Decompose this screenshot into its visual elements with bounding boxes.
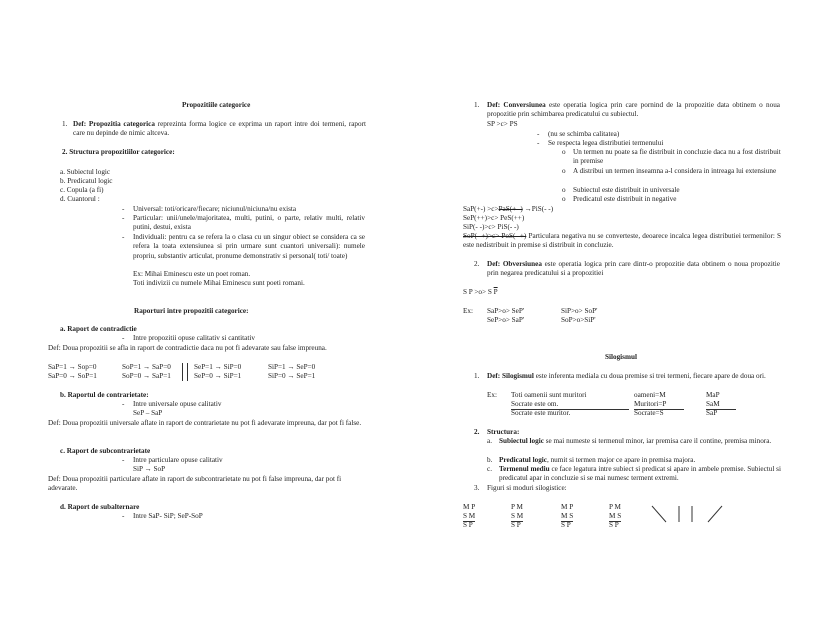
syllogism-premise: Socrate este om. [511, 400, 629, 410]
struct-predicate: Predicatul logic, numit si termen major ce apare in premisa majora. [499, 456, 696, 464]
def-number: 1. [474, 372, 480, 380]
def-number: 1. [62, 120, 68, 128]
divider [182, 363, 183, 381]
struct-item: c. Copula (a fi) [60, 186, 104, 194]
struct-item: d. Cuantorul : [60, 195, 100, 203]
figures-heading: Figuri si moduri silogistice: [487, 484, 567, 492]
example-label: Ex: [487, 391, 497, 399]
figure-premise: S M [463, 512, 476, 520]
def-syllogism: Def: Silogismul este inferenta mediala cu doua premise si trei termeni, fiecare apare de doua ori. [487, 372, 766, 380]
contradiction-note: Intre propozitii opuse calitativ si cantitativ [133, 334, 255, 342]
syllogism-term: Muritori=P [634, 400, 684, 410]
distribution-rule: Subiectul este distribuit in universale [573, 186, 680, 194]
figure-premise: P M [609, 503, 621, 511]
def-number: 3. [474, 484, 480, 492]
def-number: 1. [474, 101, 480, 109]
syllogism-conclusion: Socrate este muritor. [511, 409, 571, 417]
syllogism-term: oameni=M [634, 391, 666, 399]
conversion-example: SeP(++)>c> PeS(++) [463, 214, 525, 222]
syllogism-form: SaP [706, 409, 718, 417]
syllogism-form: MaP [706, 391, 720, 399]
def-obversion: Def: Obversiunea este operatia logica prin care dintr-o propozitie data obtinem o noua propozitie prin negarea predicatului si a propozitiei [487, 260, 780, 278]
quantifier-universal: Universal: toti/oricare/fiecare; niciunul/niciuna/nu exista [133, 205, 297, 213]
figure-conclusion: S P [561, 521, 571, 529]
truth-cell: SeP=1 → SiP=0 [194, 363, 242, 371]
subalternation-heading: d. Raport de subalternare [60, 503, 140, 511]
obversion-example: SeP>o> SaP' [487, 316, 525, 324]
struct-item: b. Predicatul logic [60, 177, 113, 185]
figure-premise: M S [561, 512, 574, 520]
conversion-exception: SoP(- +)>c> PoS(- +) Particulara negativa nu se converteste, deoarece incalca legea distributiei termenilor: S este nedistribuit in premise si distribuit in concluzie. [463, 232, 781, 250]
struct-letter: c. [487, 465, 492, 473]
obversion-example: SiP>o> SoP' [561, 307, 598, 315]
obversion-formula: S P >o> S $\overline{P}$ [463, 288, 498, 296]
subalternation-note: Intre SaP- SiP; SeP-SoP [133, 512, 203, 520]
truth-cell: SoP=1 → SaP=0 [122, 363, 171, 371]
truth-cell: SiP=1 → SeP=0 [268, 363, 316, 371]
subcontrariety-formula: SiP → SoP [133, 465, 166, 473]
divider [187, 363, 188, 381]
contrariety-formula: SeP – SaP [133, 409, 163, 417]
struct-middle-term: Termenul mediu ce face legatura intre subiect si predicat si apare in ambele premise. Subiectul si predicatul apar in concluzie si se mai numesc terment extremi. [499, 465, 781, 483]
syllogism-premise: Toti oamenii sunt muritori [511, 391, 587, 399]
truth-cell: SeP=0 → SiP=1 [194, 372, 242, 380]
quantifier-individual: Individuali: pentru ca se refera la o clasa cu un singur obiect se considera ca se refera la toata extensiunea si prin urmare sunt cuantori universali): numele propriu, substantiv articulat, pronume demonstrativ si personal( toti/ toate) [133, 233, 365, 260]
contradiction-heading: a. Raport de contradictie [60, 325, 137, 333]
figure-premise: P M [511, 503, 523, 511]
subcontrariety-note: Intre particulare opuse calitativ [133, 456, 223, 464]
conversion-example: SaP(+-) >c>PaS(+ -) →PiS(- -) [463, 205, 554, 213]
syllogism-title: Silogismul [605, 353, 637, 361]
example-line: Toti indivizii cu numele Mihai Eminescu sunt poeti romani. [133, 279, 305, 287]
conversion-note: Se respecta legea distributiei termenului [548, 139, 664, 147]
def-conversion: Def: Conversiunea este operatia logica prin care pornind de la propozitie data obtinem o noua propozitie prin schimbarea predicatului cu subiectul. [487, 101, 780, 119]
structure-heading: Structura: [487, 428, 520, 436]
figure-premise: S M [511, 512, 524, 520]
contradiction-def: Def: Doua propozitii se afla in raport de contradictie daca nu pot fi adevarate sau false impreuna. [48, 344, 327, 352]
struct-letter: b. [487, 456, 493, 464]
truth-cell: SoP=0 → SaP=1 [122, 372, 171, 380]
subcontrariety-heading: c. Raport de subcontrarietate [60, 447, 151, 455]
truth-cell: SiP=0 → SeP=1 [268, 372, 316, 380]
figure-premise: M P [463, 503, 476, 511]
conversion-example: SiP(- -)>c> PiS(- -) [463, 223, 519, 231]
relations-heading: Raporturi intre propozitii categorice: [134, 307, 249, 315]
example-line: Ex: Mihai Eminescu este un poet roman. [133, 270, 251, 278]
obversion-example: SaP>o> SeP' [487, 307, 525, 315]
def-number: 2. [474, 260, 480, 268]
figure-conclusion: S P [463, 521, 473, 529]
contrariety-note: Intre universale opuse calitativ [133, 400, 222, 408]
def-categorical-proposition: Def: Propozitia categorica reprezinta forma logice ce exprima un raport intre doi termeni, raport care nu depinde de nimic altceva. [73, 120, 366, 138]
struct-subject: Subiectul logic se mai numeste si termenul minor, iar premisa care il contine, premisa minora. [499, 437, 772, 445]
quantifier-particular: Particular: unii/unele/majoritatea, multi, putini, o parte, relativ multi, relativ putini, destui, exista [133, 214, 365, 232]
structure-heading: 2. Structura propozitiilor categorice: [62, 148, 175, 156]
subcontrariety-def: Def: Doua propozitii particulare aflate in raport de subcontrarietate nu pot fi false impreuna, dar pot fi adevarate. [48, 475, 342, 493]
distribution-rule: Un termen nu poate sa fie distribuit in concluzie daca nu a fost distribuit in premise [573, 148, 781, 166]
obversion-example: SoP>o>SiP' [561, 316, 596, 324]
struct-letter: a. [487, 437, 492, 445]
syllogism-form: SaM [706, 400, 736, 410]
page-title: Propozitiile categorice [182, 101, 251, 109]
figure-conclusion: S P [511, 521, 521, 529]
figure-conclusion: S P [609, 521, 619, 529]
contrariety-heading: b. Raportul de contrarietate: [60, 391, 149, 399]
truth-cell: SaP=0 → SoP=1 [48, 372, 97, 380]
contrariety-def: Def: Doua propozitii universale aflate in raport de contrarietate nu pot fi adevarate impreuna, dar pot fi false. [48, 419, 362, 427]
figure-premise: M P [561, 503, 574, 511]
figure-lines-icon [648, 500, 728, 526]
conversion-note: (nu se schimba calitatea) [548, 130, 620, 138]
conversion-formula: SP >c> PS [487, 120, 518, 128]
truth-cell: SaP=1 → Sop=0 [48, 363, 97, 371]
struct-item: a. Subiectul logic [60, 168, 111, 176]
example-label: Ex: [463, 307, 473, 315]
distribution-rule: Predicatul este distribuit in negative [573, 195, 677, 203]
syllogism-term: Socrate=S [634, 409, 664, 417]
distribution-rule: A distribui un termen inseamna a-l considera in intreaga lui extensiune [573, 167, 777, 175]
def-number: 2. [474, 428, 480, 436]
figure-premise: M S [609, 512, 622, 520]
